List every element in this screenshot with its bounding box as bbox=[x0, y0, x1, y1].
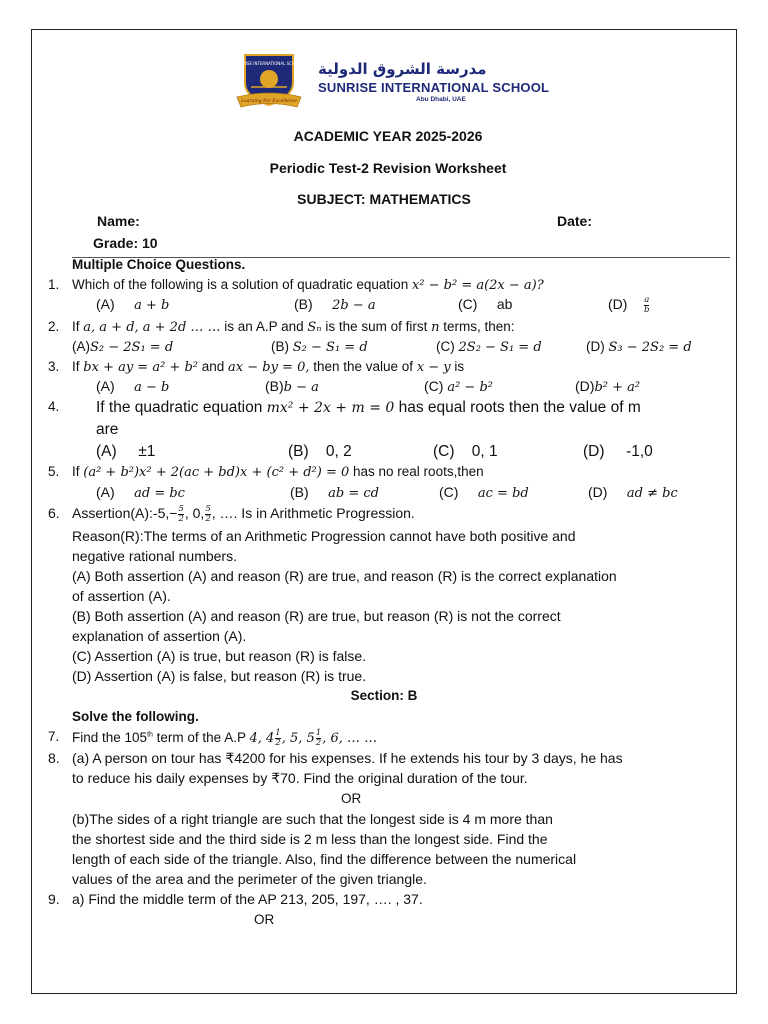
q8b-line1: (b)The sides of a right triangle are such that the longest side is 4 m more than bbox=[72, 811, 553, 827]
q6-option-d: (D) Assertion (A) is false, but reason (R) is true. bbox=[72, 668, 367, 684]
date-label: Date: bbox=[557, 213, 593, 229]
school-logo bbox=[235, 53, 303, 111]
q8-or: OR bbox=[341, 791, 362, 806]
q2-option-c: (C) 2S₂ − S₁ = d bbox=[436, 339, 542, 355]
q6-option-a-line2: of assertion (A). bbox=[72, 588, 171, 604]
q2-option-a: (A)S₂ − 2S₁ = d bbox=[72, 339, 174, 355]
q5-text: If (a² + b²)x² + 2(ac + bd)x + (c² + d²) = 0 has no real roots,then bbox=[72, 464, 484, 480]
q9a-text: a) Find the middle term of the AP 213, 205, 197, …. , 37. bbox=[72, 891, 423, 907]
q6-reason-line2: negative rational numbers. bbox=[72, 548, 237, 564]
q5-number: 5. bbox=[48, 464, 60, 479]
q6-option-b-line2: explanation of assertion (A). bbox=[72, 628, 247, 644]
q1-option-c: (C) ab bbox=[458, 296, 513, 312]
q3-option-c: (C) a² − b² bbox=[424, 378, 493, 395]
q6-reason-line1: Reason(R):The terms of an Arithmetic Progression cannot have both positive and bbox=[72, 528, 576, 544]
q4-option-a: (A) ±1 bbox=[96, 443, 156, 460]
q2-option-d: (D) S₃ − 2S₂ = d bbox=[586, 339, 692, 355]
q8b-line4: values of the area and the perimeter of the given triangle. bbox=[72, 871, 427, 887]
subject-title: SUBJECT: MATHEMATICS bbox=[297, 191, 471, 207]
section-b-subheading: Solve the following. bbox=[72, 709, 199, 724]
q9-or: OR bbox=[254, 912, 275, 927]
q1-option-d: (D) $\frac{a}{b}$ bbox=[608, 295, 650, 315]
q4-option-c: (C) 0, 1 bbox=[433, 443, 498, 460]
q8-number: 8. bbox=[48, 750, 60, 766]
school-arabic-name: مدرسة الشروق الدولية bbox=[318, 60, 487, 78]
q4-text-cont: are bbox=[96, 421, 119, 438]
q3-number: 3. bbox=[48, 359, 60, 374]
q6-number: 6. bbox=[48, 505, 60, 521]
q1-number: 1. bbox=[48, 277, 60, 292]
q8b-line2: the shortest side and the third side is 2 m less than the longest side. Find the bbox=[72, 831, 548, 847]
q2-number: 2. bbox=[48, 319, 60, 334]
q9-number: 9. bbox=[48, 891, 60, 907]
q5-option-b: (B) ab = cd bbox=[290, 484, 379, 501]
section-b-heading: Section: B bbox=[350, 688, 418, 703]
q5-option-d: (D) ad ≠ bc bbox=[588, 484, 678, 501]
q3-option-d: (D)b² + a² bbox=[575, 378, 641, 395]
q3-option-a: (A) a − b bbox=[96, 378, 170, 395]
q7-text: Find the 105th term of the A.P 4, 4 $\frac{1}{2}$ , 5, 5 $\frac{1}{2}$ , 6, … … bbox=[72, 728, 378, 748]
logo-top-text: SUNRISE INTERNATIONAL SCHOOL bbox=[235, 61, 303, 66]
q3-text: If bx + ay = a² + b² and ax − by = 0, then the value of x − y is bbox=[72, 359, 465, 375]
school-location: Abu Dhabi, UAE bbox=[416, 96, 466, 103]
academic-year: ACADEMIC YEAR 2025-2026 bbox=[293, 128, 483, 144]
mcq-heading: Multiple Choice Questions. bbox=[72, 257, 246, 272]
school-name: SUNRISE INTERNATIONAL SCHOOL bbox=[318, 80, 550, 95]
q4-text: If the quadratic equation mx² + 2x + m = 0 has equal roots then the value of m bbox=[96, 399, 641, 416]
q5-option-c: (C) ac = bd bbox=[439, 484, 529, 501]
q4-option-d: (D) -1,0 bbox=[583, 443, 653, 460]
q6-assertion: Assertion(A):-5,− $\frac{5}{2}$ , 0, $\frac{5}{2}$ , …. Is in Arithmetic Progression. bbox=[72, 504, 415, 524]
q1-option-b: (B) 2b − a bbox=[294, 296, 376, 313]
q2-text: If a, a + d, a + 2d … … is an A.P and Sₙ is the sum of first n terms, then: bbox=[72, 319, 515, 335]
q3-option-b: (B)b − a bbox=[265, 378, 319, 395]
name-label: Name: bbox=[97, 213, 140, 229]
q6-option-b-line1: (B) Both assertion (A) and reason (R) are true, but reason (R) is not the correct bbox=[72, 608, 561, 624]
q7-number: 7. bbox=[48, 729, 60, 744]
q5-option-a: (A) ad = bc bbox=[96, 484, 185, 501]
q8b-line3: length of each side of the triangle. Also, find the difference between the numerical bbox=[72, 851, 577, 867]
q4-number: 4. bbox=[48, 399, 60, 414]
grade-label: Grade: 10 bbox=[93, 235, 158, 251]
q8a-line1: (a) A person on tour has ₹4200 for his expenses. If he extends his tour by 3 days, he has bbox=[72, 750, 623, 766]
q8a-line2: to reduce his daily expenses by ₹70. Find the original duration of the tour. bbox=[72, 770, 528, 786]
q2-option-b: (B) S₂ − S₁ = d bbox=[271, 339, 368, 355]
q1-option-a: (A) a + b bbox=[96, 296, 170, 313]
q6-option-a-line1: (A) Both assertion (A) and reason (R) are true, and reason (R) is the correct explanation bbox=[72, 568, 617, 584]
q1-text: Which of the following is a solution of quadratic equation x² − b² = a(2x − a)? bbox=[72, 277, 544, 293]
logo-motto: Learning For Excellence bbox=[241, 99, 297, 104]
test-title: Periodic Test-2 Revision Worksheet bbox=[269, 160, 507, 176]
q4-option-b: (B) 0, 2 bbox=[288, 443, 352, 460]
q6-option-c: (C) Assertion (A) is true, but reason (R) is false. bbox=[72, 648, 367, 664]
